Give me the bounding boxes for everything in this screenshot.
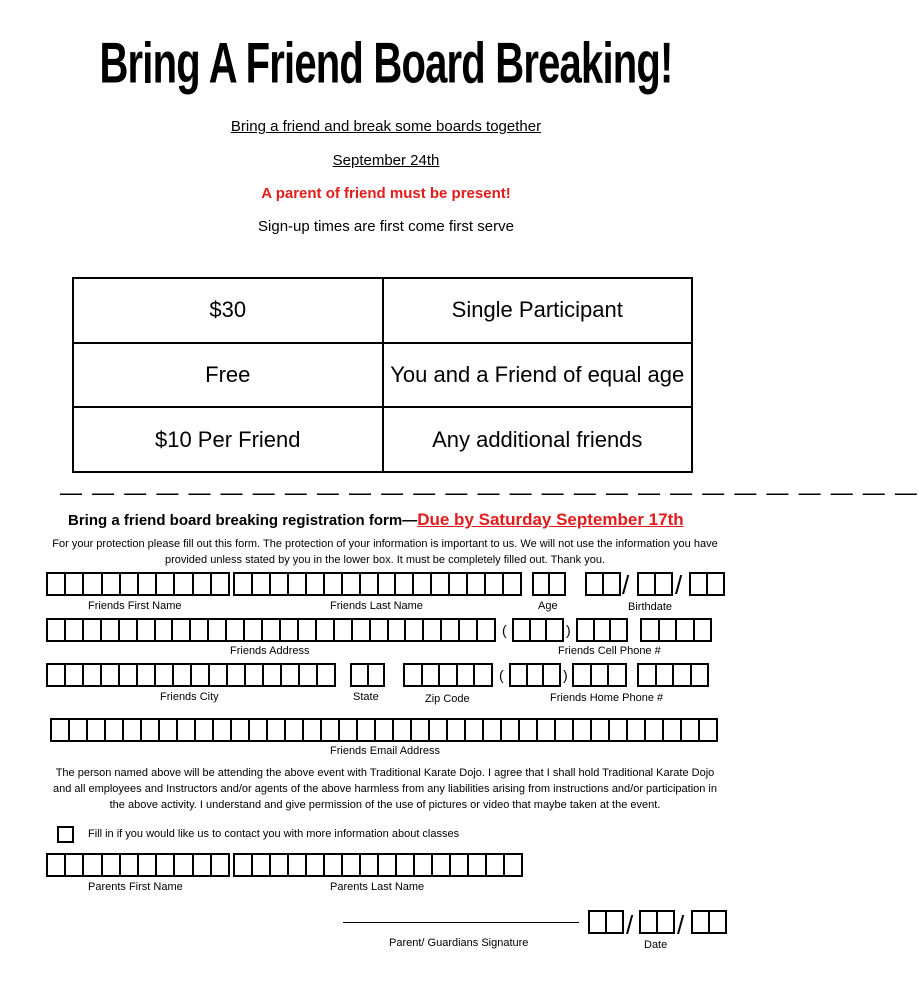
char-box[interactable] <box>103 574 121 594</box>
char-box[interactable] <box>157 855 175 875</box>
char-box[interactable] <box>84 620 102 640</box>
char-box[interactable] <box>414 574 432 594</box>
label-email: Friends Email Address <box>330 745 441 757</box>
char-box[interactable] <box>469 855 487 875</box>
char-box[interactable] <box>695 620 711 640</box>
char-box[interactable] <box>84 574 102 594</box>
char-box[interactable] <box>639 665 657 685</box>
char-box[interactable] <box>592 720 610 740</box>
char-box[interactable] <box>369 665 384 685</box>
char-box[interactable] <box>335 620 353 640</box>
signup-note: Sign-up times are first come first serve <box>258 218 514 235</box>
cell-line-input[interactable] <box>640 618 712 642</box>
char-box[interactable] <box>289 855 307 875</box>
char-box[interactable] <box>138 620 156 640</box>
char-box[interactable] <box>595 620 612 640</box>
char-box[interactable] <box>430 720 448 740</box>
char-box[interactable] <box>84 665 102 685</box>
char-box[interactable] <box>178 720 196 740</box>
parent-last-name-input[interactable] <box>233 853 523 877</box>
char-box[interactable] <box>263 620 281 640</box>
char-box[interactable] <box>574 720 592 740</box>
char-box[interactable] <box>484 720 502 740</box>
sign-day-input[interactable] <box>639 910 675 934</box>
char-box[interactable] <box>433 855 451 875</box>
label-parent-last: Parents Last Name <box>330 881 425 893</box>
char-box[interactable] <box>52 720 70 740</box>
char-box[interactable] <box>432 574 450 594</box>
char-box[interactable] <box>307 574 325 594</box>
paren-close: ) <box>563 667 568 683</box>
char-box[interactable] <box>48 620 66 640</box>
char-box[interactable] <box>84 855 102 875</box>
label-last-name: Friends Last Name <box>330 600 423 612</box>
char-box[interactable] <box>587 574 604 594</box>
char-box[interactable] <box>415 855 433 875</box>
char-box[interactable] <box>194 855 212 875</box>
char-box[interactable] <box>286 720 304 740</box>
char-box[interactable] <box>66 665 84 685</box>
char-box[interactable] <box>227 620 245 640</box>
char-box[interactable] <box>343 855 361 875</box>
label-city: Friends City <box>160 691 219 703</box>
date-separator: / <box>675 570 683 600</box>
char-box[interactable] <box>682 720 700 740</box>
char-box[interactable] <box>160 720 178 740</box>
char-box[interactable] <box>458 665 476 685</box>
char-box[interactable] <box>66 855 84 875</box>
char-box[interactable] <box>121 855 139 875</box>
char-box[interactable] <box>642 620 660 640</box>
char-box[interactable] <box>592 665 610 685</box>
char-box[interactable] <box>691 574 708 594</box>
label-date: Date <box>644 939 668 951</box>
char-box[interactable] <box>460 620 478 640</box>
char-box[interactable] <box>423 665 441 685</box>
char-box[interactable] <box>70 720 88 740</box>
char-box[interactable] <box>210 665 228 685</box>
label-address: Friends Address <box>230 645 310 657</box>
sign-month-input[interactable] <box>588 910 624 934</box>
char-box[interactable] <box>528 665 545 685</box>
char-box[interactable] <box>214 720 232 740</box>
char-box[interactable] <box>504 574 520 594</box>
parent-first-name-input[interactable] <box>46 853 230 877</box>
char-box[interactable] <box>268 720 286 740</box>
char-box[interactable] <box>353 620 371 640</box>
char-box[interactable] <box>468 574 486 594</box>
char-box[interactable] <box>578 620 595 640</box>
pricing-table <box>72 277 693 473</box>
pricing-row <box>73 343 692 408</box>
cell-prefix-input[interactable] <box>576 618 628 642</box>
char-box[interactable] <box>556 720 574 740</box>
cut-line: — — — — — — — — — — — — — — — — — — — — — — — — — — — <box>60 480 919 505</box>
char-box[interactable] <box>674 665 692 685</box>
char-box[interactable] <box>574 665 592 685</box>
char-box[interactable] <box>66 574 84 594</box>
char-box[interactable] <box>304 720 322 740</box>
date-separator: / <box>626 910 634 940</box>
char-box[interactable] <box>361 574 379 594</box>
char-box[interactable] <box>120 665 138 685</box>
price-cell: Free <box>73 343 383 408</box>
label-zip: Zip Code <box>425 693 470 705</box>
char-box[interactable] <box>191 620 209 640</box>
char-box[interactable] <box>175 574 193 594</box>
char-box[interactable] <box>325 855 343 875</box>
char-box[interactable] <box>505 855 521 875</box>
char-box[interactable] <box>253 855 271 875</box>
char-box[interactable] <box>340 720 358 740</box>
char-box[interactable] <box>271 855 289 875</box>
char-box[interactable] <box>379 855 397 875</box>
label-state: State <box>353 691 379 703</box>
birth-year-input[interactable] <box>689 572 725 596</box>
char-box[interactable] <box>646 720 664 740</box>
char-box[interactable] <box>235 855 253 875</box>
char-box[interactable] <box>212 574 228 594</box>
char-box[interactable] <box>121 574 139 594</box>
char-box[interactable] <box>677 620 695 640</box>
char-box[interactable] <box>664 720 682 740</box>
subtitle: Bring a friend and break some boards together <box>230 118 542 135</box>
char-box[interactable] <box>486 574 504 594</box>
char-box[interactable] <box>708 574 723 594</box>
char-box[interactable] <box>448 720 466 740</box>
waiver-text: The person named above will be attending the above event with Traditional Karate Dojo. I agree that I shall hold Traditional Karate Dojo and all employees and Instructors and/or agents of the above harmless from any liabilities arising from instructions and/or participation in the above activity. I understand and give permission of the use of pictures or video that maybe taken at the event. <box>52 767 717 811</box>
char-box[interactable] <box>138 665 156 685</box>
state-input[interactable] <box>350 663 385 687</box>
zip-code-input[interactable] <box>403 663 493 687</box>
char-box[interactable] <box>451 855 469 875</box>
char-box[interactable] <box>103 855 121 875</box>
paren-open: ( <box>499 667 504 683</box>
char-box[interactable] <box>514 620 531 640</box>
char-box[interactable] <box>253 574 271 594</box>
home-area-code-input[interactable] <box>509 663 561 687</box>
due-date: Due by Saturday September 17th <box>417 510 684 529</box>
char-box[interactable] <box>450 574 468 594</box>
birth-day-input[interactable] <box>637 572 673 596</box>
event-date-text: September 24th <box>332 152 440 169</box>
friend-address-input[interactable] <box>46 618 496 642</box>
char-box[interactable] <box>106 720 124 740</box>
form-intro: For your protection please fill out this form. The protection of your information is important to us. We will not use the information you have provided unless stated by you in the lower box. It must be completely filled out. Thank you. <box>52 538 718 566</box>
char-box[interactable] <box>48 574 66 594</box>
price-cell: $10 Per Friend <box>73 407 383 472</box>
char-box[interactable] <box>139 574 157 594</box>
char-box[interactable] <box>246 665 264 685</box>
char-box[interactable] <box>641 912 658 932</box>
contact-option-label: Fill in if you would like us to contact you with more information about classes <box>88 828 460 840</box>
char-box[interactable] <box>352 665 369 685</box>
char-box[interactable] <box>88 720 106 740</box>
sign-year-input[interactable] <box>691 910 727 934</box>
char-box[interactable] <box>657 665 675 685</box>
char-box[interactable] <box>343 574 361 594</box>
char-box[interactable] <box>590 912 607 932</box>
char-box[interactable] <box>538 720 556 740</box>
char-box[interactable] <box>511 665 528 685</box>
char-box[interactable] <box>628 720 646 740</box>
form-title-text: Bring a friend board breaking registration form— <box>68 512 418 529</box>
label-first-name: Friends First Name <box>88 600 182 612</box>
char-box[interactable] <box>406 620 424 640</box>
char-box[interactable] <box>610 720 628 740</box>
char-box[interactable] <box>196 720 214 740</box>
char-box[interactable] <box>609 665 625 685</box>
date-separator: / <box>622 570 630 600</box>
char-box[interactable] <box>379 574 397 594</box>
char-box[interactable] <box>192 665 210 685</box>
event-date <box>0 152 772 169</box>
char-box[interactable] <box>124 720 142 740</box>
char-box[interactable] <box>271 574 289 594</box>
char-box[interactable] <box>48 665 66 685</box>
char-box[interactable] <box>376 720 394 740</box>
date-separator: / <box>677 910 685 940</box>
char-box[interactable] <box>317 620 335 640</box>
price-cell: $30 <box>73 278 383 343</box>
char-box[interactable] <box>102 665 120 685</box>
paren-close: ) <box>566 622 571 638</box>
price-desc-cell: You and a Friend of equal age <box>383 343 693 408</box>
char-box[interactable] <box>550 574 564 594</box>
price-desc-cell: Single Participant <box>383 278 693 343</box>
char-box[interactable] <box>174 665 192 685</box>
char-box[interactable] <box>322 720 340 740</box>
pricing-row <box>73 407 692 472</box>
char-box[interactable] <box>607 912 622 932</box>
char-box[interactable] <box>478 620 494 640</box>
char-box[interactable] <box>289 574 307 594</box>
paren-open: ( <box>502 622 507 638</box>
char-box[interactable] <box>361 855 379 875</box>
form-title <box>68 510 684 530</box>
char-box[interactable] <box>232 720 250 740</box>
char-box[interactable] <box>710 912 725 932</box>
label-age: Age <box>538 600 558 612</box>
char-box[interactable] <box>440 665 458 685</box>
char-box[interactable] <box>173 620 191 640</box>
char-box[interactable] <box>502 720 520 740</box>
char-box[interactable] <box>371 620 389 640</box>
char-box[interactable] <box>656 574 671 594</box>
char-box[interactable] <box>700 720 716 740</box>
char-box[interactable] <box>397 855 415 875</box>
char-box[interactable] <box>228 665 246 685</box>
char-box[interactable] <box>389 620 407 640</box>
price-desc-cell: Any additional friends <box>383 407 693 472</box>
label-parent-first: Parents First Name <box>88 881 183 893</box>
char-box[interactable] <box>547 620 562 640</box>
char-box[interactable] <box>139 855 157 875</box>
char-box[interactable] <box>534 574 550 594</box>
char-box[interactable] <box>318 665 334 685</box>
char-box[interactable] <box>611 620 626 640</box>
char-box[interactable] <box>660 620 678 640</box>
char-box[interactable] <box>396 574 414 594</box>
char-box[interactable] <box>281 620 299 640</box>
char-box[interactable] <box>282 665 300 685</box>
char-box[interactable] <box>424 620 442 640</box>
page-title: Bring A Friend Board Breaking! <box>99 30 673 96</box>
char-box[interactable] <box>235 574 253 594</box>
char-box[interactable] <box>250 720 268 740</box>
char-box[interactable] <box>209 620 227 640</box>
label-signature: Parent/ Guardians Signature <box>389 937 529 949</box>
char-box[interactable] <box>358 720 376 740</box>
char-box[interactable] <box>412 720 430 740</box>
friend-first-name-input[interactable] <box>46 572 230 596</box>
char-box[interactable] <box>120 620 138 640</box>
pricing-row <box>73 278 692 343</box>
char-box[interactable] <box>307 855 325 875</box>
char-box[interactable] <box>156 665 174 685</box>
char-box[interactable] <box>299 620 317 640</box>
char-box[interactable] <box>300 665 318 685</box>
cell-area-code-input[interactable] <box>512 618 564 642</box>
char-box[interactable] <box>487 855 505 875</box>
contact-checkbox[interactable] <box>57 826 74 843</box>
char-box[interactable] <box>157 574 175 594</box>
home-line-input[interactable] <box>637 663 709 687</box>
char-box[interactable] <box>466 720 484 740</box>
char-box[interactable] <box>142 720 160 740</box>
friend-last-name-input[interactable] <box>233 572 522 596</box>
char-box[interactable] <box>156 620 174 640</box>
friend-city-input[interactable] <box>46 663 336 687</box>
home-prefix-input[interactable] <box>572 663 627 687</box>
age-input[interactable] <box>532 572 566 596</box>
friend-email-input[interactable] <box>50 718 718 742</box>
char-box[interactable] <box>520 720 538 740</box>
char-box[interactable] <box>175 855 193 875</box>
char-box[interactable] <box>394 720 412 740</box>
birth-month-input[interactable] <box>585 572 621 596</box>
label-home-phone: Friends Home Phone # <box>550 692 664 704</box>
char-box[interactable] <box>325 574 343 594</box>
char-box[interactable] <box>245 620 263 640</box>
char-box[interactable] <box>531 620 548 640</box>
char-box[interactable] <box>475 665 491 685</box>
char-box[interactable] <box>692 665 708 685</box>
label-cell-phone: Friends Cell Phone # <box>558 645 661 657</box>
char-box[interactable] <box>604 574 619 594</box>
signature-line[interactable] <box>343 922 579 923</box>
char-box[interactable] <box>264 665 282 685</box>
char-box[interactable] <box>194 574 212 594</box>
char-box[interactable] <box>66 620 84 640</box>
char-box[interactable] <box>693 912 710 932</box>
char-box[interactable] <box>102 620 120 640</box>
char-box[interactable] <box>544 665 559 685</box>
char-box[interactable] <box>442 620 460 640</box>
char-box[interactable] <box>405 665 423 685</box>
char-box[interactable] <box>48 855 66 875</box>
char-box[interactable] <box>639 574 656 594</box>
char-box[interactable] <box>212 855 228 875</box>
char-box[interactable] <box>658 912 673 932</box>
parent-notice: A parent of friend must be present! <box>261 185 511 202</box>
label-birthdate: Birthdate <box>628 601 673 613</box>
